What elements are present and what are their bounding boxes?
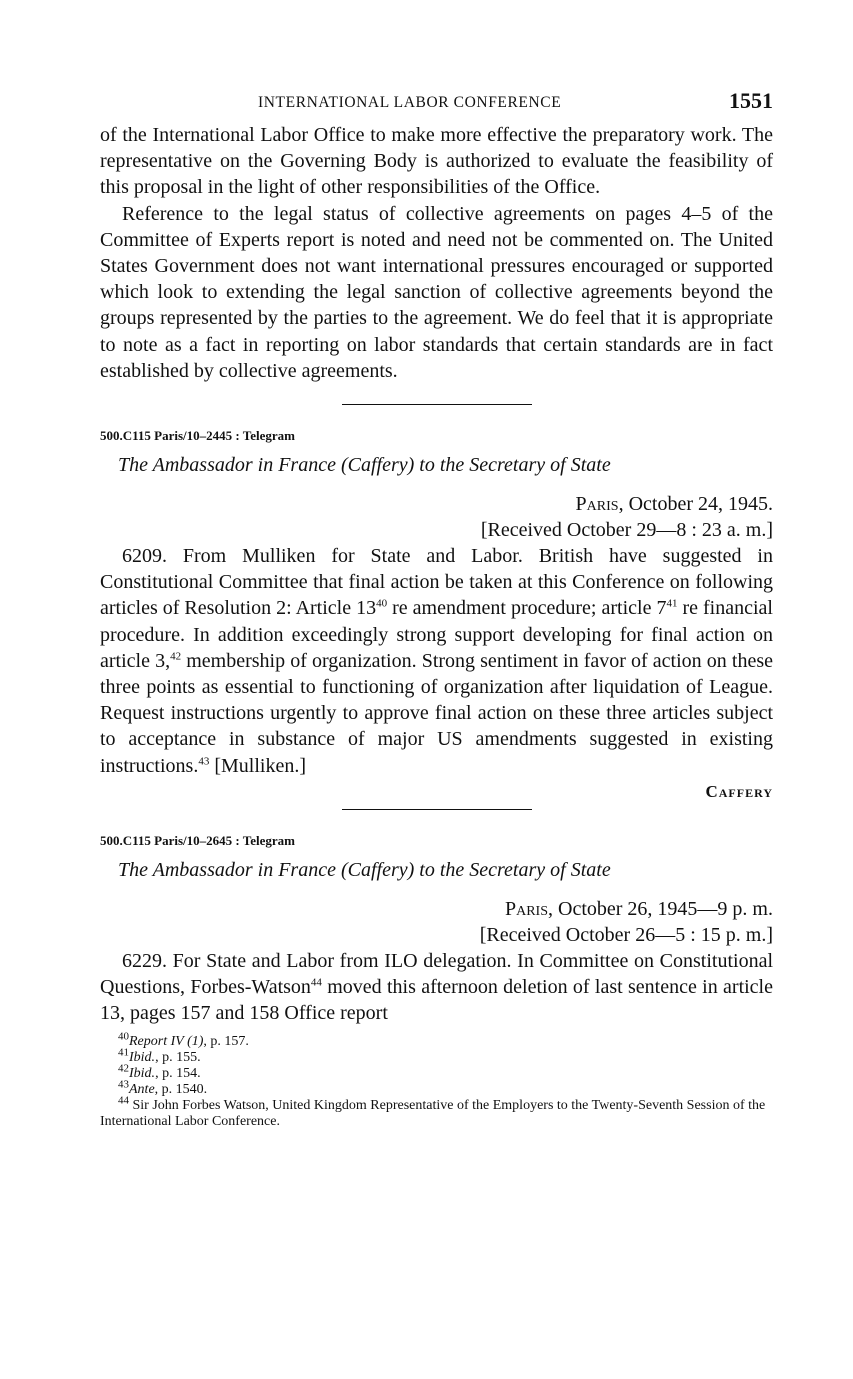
dateline-1	[100, 491, 773, 517]
running-head	[100, 88, 773, 122]
footnote-number: 42	[118, 1062, 129, 1075]
running-title: INTERNATIONAL LABOR CONFERENCE	[258, 94, 562, 111]
telegram-6229-body	[100, 948, 773, 1027]
footnote-44	[100, 1094, 773, 1130]
dateline-place: Paris,	[575, 493, 624, 516]
telegram-6209-body	[100, 543, 773, 779]
footnote-number: 41	[118, 1046, 129, 1059]
footnote-43	[100, 1078, 773, 1098]
footnote-ref-40: 40	[376, 597, 388, 610]
body-text: 6229. For State and Labor from ILO delegation. In Committee on Constitutional Questions, Forbes-Watson	[100, 949, 773, 999]
footnote-number: 40	[118, 1030, 129, 1043]
file-reference-1: 500.C115 Paris/10–2445 : Telegram	[100, 428, 295, 444]
body-text: re financial procedure. In addition exceedingly strong support developing for final action on article 3,	[100, 597, 773, 672]
dateline-place: Paris,	[504, 897, 554, 920]
dateline-2	[100, 896, 773, 922]
footnote-citation: Ibid.	[129, 1066, 156, 1082]
body-text: 6209. From Mulliken for State and Labor. British have suggested in Constitutional Committee that final action be taken at this Conference on following articles of Resolution 2: Article 13	[100, 545, 773, 620]
footnote-text: , p. 154.	[155, 1066, 201, 1082]
footnote-text: , p. 155.	[155, 1050, 201, 1066]
received-line-2: [Received October 26—5 : 15 p. m.]	[479, 923, 773, 946]
footnote-text: Sir John Forbes Watson, United Kingdom Representative of the Employers to the Twenty-Seventh Session of the International Labor Conference.	[100, 1098, 766, 1130]
dateline-date: October 24, 1945.	[628, 493, 773, 516]
body-text: membership of organization. Strong sentiment in favor of action on these three points as essential to functioning of organization after liquidation of League. Request instructions urgently to approve final action on these three articles subject to acceptance in substance of major US amendments suggested in existing instructions.	[100, 649, 774, 777]
body-text: re amendment procedure; article 7	[387, 597, 667, 620]
section-divider	[342, 809, 532, 810]
continued-paragraph: of the International Labor Office to make more effective the preparatory work. The representative on the Governing Body is authorized to evaluate the feasibility of this proposal in the light of other responsibilities of the Office.	[100, 124, 773, 199]
footnotes	[100, 1030, 773, 1130]
footnote-number: 43	[118, 1078, 129, 1091]
body-text: moved this afternoon deletion of last sentence in article 13, pages 157 and 158 Office report	[100, 976, 773, 1025]
footnote-ref-44: 44	[310, 976, 322, 989]
dateline-date: October 26, 1945—9 p. m.	[558, 897, 773, 920]
collective-agreements-paragraph: Reference to the legal status of collective agreements on pages 4–5 of the Committee of Experts report is noted and need not be commented on. The United States Government does not want international pressures encouraged or supported which look to extending the legal sanction of collective agreements beyond the groups represented by the parties to the agreement. We do feel that it is appropriate to note as a fact in reporting on labor standards that certain standards are in fact established by collective agreements.	[100, 202, 773, 382]
document-heading-1: The Ambassador in France (Caffery) to the Secretary of State	[118, 454, 611, 477]
file-reference-2: 500.C115 Paris/10–2645 : Telegram	[100, 832, 295, 848]
footnote-citation: Ante	[129, 1082, 155, 1098]
footnote-citation: Ibid.	[129, 1050, 156, 1066]
footnote-ref-41: 41	[666, 597, 678, 610]
received-line-1: [Received October 29—8 : 23 a. m.]	[480, 519, 773, 542]
section-divider	[342, 404, 532, 405]
footnote-41	[100, 1046, 773, 1066]
signature-caffery: Caffery	[705, 781, 773, 801]
footnote-text: , p. 1540.	[154, 1082, 208, 1098]
page	[100, 88, 773, 1130]
body-text: [Mulliken.]	[209, 754, 306, 777]
footnote-number: 44	[118, 1094, 129, 1107]
page-number: 1551	[729, 88, 773, 113]
footnote-text: , p. 157.	[203, 1034, 249, 1050]
document-heading-2: The Ambassador in France (Caffery) to the Secretary of State	[118, 858, 611, 881]
footnote-42	[100, 1062, 773, 1082]
footnote-ref-43: 43	[198, 755, 210, 767]
footnote-citation: Report IV (1)	[129, 1034, 204, 1050]
footnote-40	[100, 1030, 773, 1050]
footnote-ref-42: 42	[170, 650, 182, 663]
